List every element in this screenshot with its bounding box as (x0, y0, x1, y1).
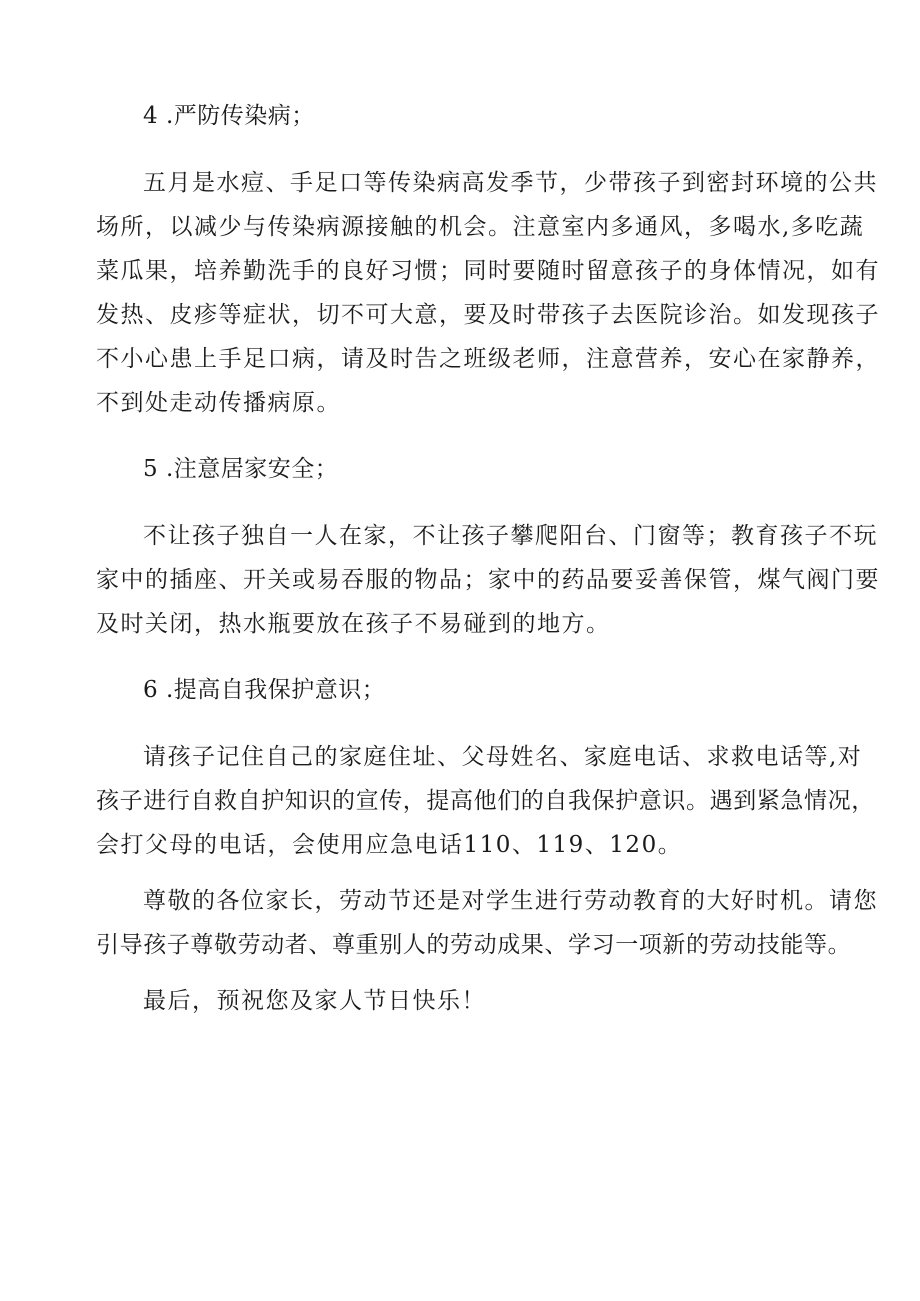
section-4-line-2: 场所，以减少与传染病源接触的机会。注意室内多通风，多喝水,多吃蔬 (96, 214, 865, 240)
section-6-heading: 6 .提高自我保护意识； (143, 677, 386, 703)
section-4-line-1: 五月是水痘、手足口等传染病高发季节，少带孩子到密封环境的公共 (143, 170, 878, 196)
section-5-line-1: 不让孩子独自一人在家，不让孩子攀爬阳台、门窗等；教育孩子不玩 (143, 523, 878, 549)
section-6-line-1: 请孩子记住自己的家庭住址、父母姓名、家庭电话、求救电话等,对 (143, 744, 863, 770)
closing-final-line: 最后，预祝您及家人节日快乐！ (143, 988, 486, 1014)
closing-line-1: 尊敬的各位家长，劳动节还是对学生进行劳动教育的大好时机。请您 (143, 888, 878, 914)
section-4-line-5: 不小心患上手足口病，请及时告之班级老师，注意营养，安心在家静养， (96, 346, 880, 372)
closing-line-2: 引导孩子尊敬劳动者、尊重别人的劳动成果、学习一项新的劳动技能等。 (96, 932, 852, 958)
section-4-heading: 4 .严防传染病； (143, 103, 315, 129)
section-4-line-3: 菜瓜果，培养勤洗手的良好习惯；同时要随时留意孩子的身体情况，如有 (96, 258, 880, 284)
section-4-line-6: 不到处走动传播病原。 (96, 390, 341, 416)
section-6-line-3: 会打父母的电话，会使用应急电话110、119、120。 (96, 832, 683, 858)
section-4-line-4: 发热、皮疹等症状，切不可大意，要及时带孩子去医院诊治。如发现孩子 (96, 302, 880, 328)
section-6-line-2: 孩子进行自救自护知识的宣传，提高他们的自我保护意识。遇到紧急情况， (96, 788, 875, 814)
section-5-line-3: 及时关闭，热水瓶要放在孩子不易碰到的地方。 (96, 611, 611, 637)
section-5-heading: 5 .注意居家安全； (143, 456, 339, 482)
section-5-line-2: 家中的插座、开关或易吞服的物品；家中的药品要妥善保管，煤气阀门要 (96, 567, 880, 593)
